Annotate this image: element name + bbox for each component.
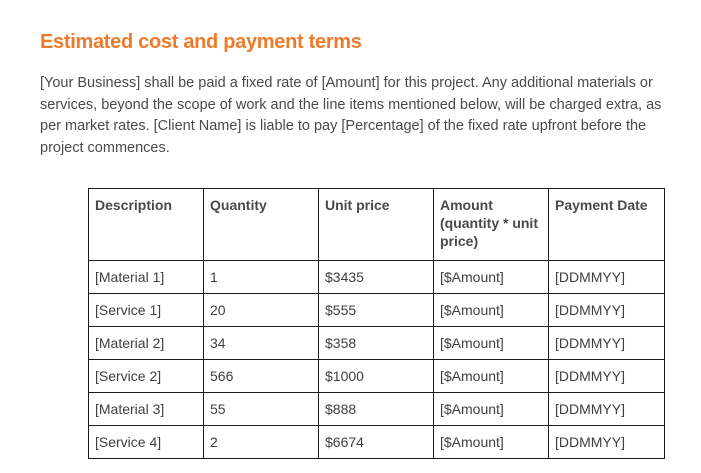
cell-unit-price: $3435 bbox=[319, 261, 434, 294]
section-heading: Estimated cost and payment terms bbox=[40, 31, 362, 53]
cell-description: [Service 2] bbox=[89, 360, 204, 393]
table-row bbox=[89, 327, 665, 360]
terms-paragraph: [Your Business] shall be paid a fixed rate of [Amount] for this project. Any additional materials or services, beyond the scope of work and the line items mentioned below, will be charged extra, as per market rates. [Client Name] is liable to pay [Percentage] of the fixed rate upfront before the project commences. bbox=[40, 75, 662, 156]
table-row bbox=[89, 426, 665, 459]
cell-quantity: 55 bbox=[204, 393, 319, 426]
cell-payment-date: [DDMMYY] bbox=[549, 327, 665, 360]
cell-quantity: 1 bbox=[204, 261, 319, 294]
cell-description: [Material 2] bbox=[89, 327, 204, 360]
cell-payment-date: [DDMMYY] bbox=[549, 294, 665, 327]
cell-description: [Service 4] bbox=[89, 426, 204, 459]
cell-amount: [$Amount] bbox=[434, 294, 549, 327]
cell-payment-date: [DDMMYY] bbox=[549, 393, 665, 426]
cell-unit-price: $888 bbox=[319, 393, 434, 426]
header-description: Description bbox=[89, 189, 204, 261]
cell-description: [Material 3] bbox=[89, 393, 204, 426]
table-row bbox=[89, 360, 665, 393]
table-row bbox=[89, 294, 665, 327]
cell-quantity: 34 bbox=[204, 327, 319, 360]
cost-table-header bbox=[89, 189, 665, 261]
cell-description: [Material 1] bbox=[89, 261, 204, 294]
cost-table bbox=[88, 188, 665, 459]
cell-unit-price: $1000 bbox=[319, 360, 434, 393]
cell-amount: [$Amount] bbox=[434, 360, 549, 393]
header-payment-date: Payment Date bbox=[549, 189, 665, 261]
table-row bbox=[89, 393, 665, 426]
cell-quantity: 20 bbox=[204, 294, 319, 327]
cell-amount: [$Amount] bbox=[434, 393, 549, 426]
cost-table-body bbox=[89, 261, 665, 459]
header-amount: Amount (quantity * unit price) bbox=[434, 189, 549, 261]
cell-unit-price: $358 bbox=[319, 327, 434, 360]
cell-amount: [$Amount] bbox=[434, 426, 549, 459]
header-unit-price: Unit price bbox=[319, 189, 434, 261]
cell-description: [Service 1] bbox=[89, 294, 204, 327]
cell-payment-date: [DDMMYY] bbox=[549, 426, 665, 459]
table-row bbox=[89, 261, 665, 294]
cell-unit-price: $6674 bbox=[319, 426, 434, 459]
cell-payment-date: [DDMMYY] bbox=[549, 261, 665, 294]
cell-payment-date: [DDMMYY] bbox=[549, 360, 665, 393]
cell-amount: [$Amount] bbox=[434, 327, 549, 360]
header-row bbox=[89, 189, 665, 261]
cell-unit-price: $555 bbox=[319, 294, 434, 327]
cell-amount: [$Amount] bbox=[434, 261, 549, 294]
cell-quantity: 566 bbox=[204, 360, 319, 393]
cell-quantity: 2 bbox=[204, 426, 319, 459]
header-quantity: Quantity bbox=[204, 189, 319, 261]
